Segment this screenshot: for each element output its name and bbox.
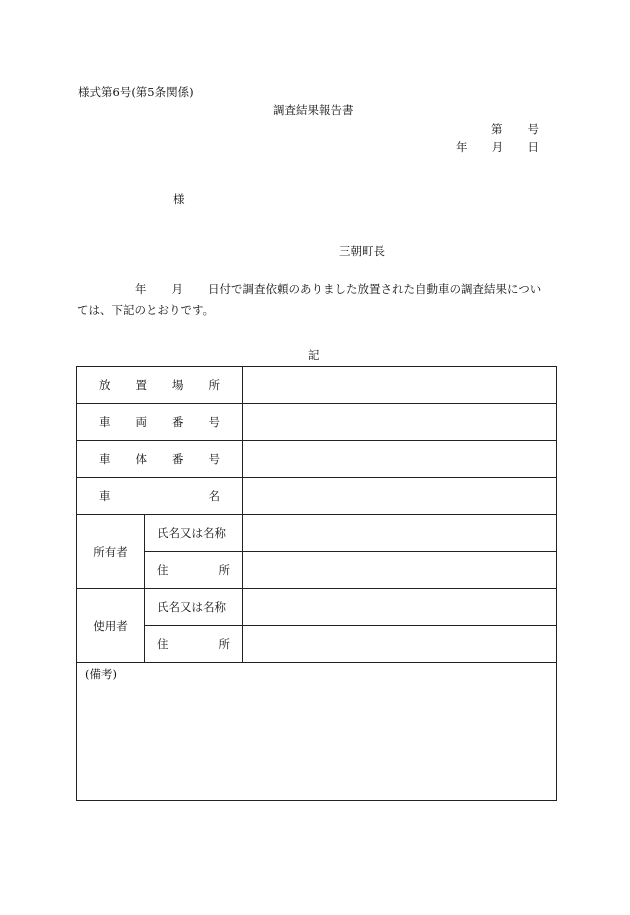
- user-address-label: 住 所: [145, 626, 243, 663]
- form-number: 様式第6号(第5条関係): [78, 85, 194, 99]
- chassis-number-value-field[interactable]: [243, 441, 557, 478]
- user-name-label: 氏名又は名称: [145, 589, 243, 626]
- owner-address-label: 住 所: [145, 552, 243, 589]
- addressee-suffix: 様: [173, 192, 185, 206]
- vehicle-number-value-field[interactable]: [243, 404, 557, 441]
- owner-name-value-field[interactable]: [243, 515, 557, 552]
- row-label-location: 放 置 場 所: [77, 367, 243, 404]
- vehicle-name-value-field[interactable]: [243, 478, 557, 515]
- doc-no-prefix: 第: [491, 122, 503, 136]
- user-address-value-field[interactable]: [243, 626, 557, 663]
- date-year: 年: [456, 140, 468, 154]
- table-row: [77, 441, 557, 478]
- table-row: [77, 552, 557, 589]
- document-date: [456, 142, 539, 154]
- table-row: [77, 626, 557, 663]
- user-group-label: 使用者: [77, 589, 145, 663]
- date-month: 月: [491, 140, 504, 154]
- issuer: 三朝町長: [339, 244, 385, 258]
- body-month: 月: [171, 282, 183, 296]
- user-name-value-field[interactable]: [243, 589, 557, 626]
- table-row: [77, 367, 557, 404]
- document-number: [491, 124, 539, 136]
- body-text: 日付で調査依頼のありました放置された自動車の調査結果につい: [208, 282, 542, 296]
- body-line-2: ては、下記のとおりです。: [77, 303, 215, 317]
- table-row: [77, 589, 557, 626]
- table-row: [77, 663, 557, 801]
- doc-no-suffix: 号: [527, 122, 539, 136]
- row-label-vehicle-name: 車 名: [77, 478, 243, 515]
- report-table: [76, 366, 557, 801]
- table-row: [77, 404, 557, 441]
- row-label-chassis-number: 車 体 番 号: [77, 441, 243, 478]
- date-day: 日: [527, 140, 539, 154]
- location-value-field[interactable]: [243, 367, 557, 404]
- row-label-vehicle-number: 車 両 番 号: [77, 404, 243, 441]
- remarks-field[interactable]: [77, 663, 557, 801]
- remarks-label: (備考): [85, 667, 117, 681]
- owner-group-label: 所有者: [77, 515, 145, 589]
- owner-address-value-field[interactable]: [243, 552, 557, 589]
- ki-heading: 記: [308, 348, 320, 362]
- body-line-1: [135, 284, 541, 296]
- table-row: [77, 515, 557, 552]
- document-title: 調査結果報告書: [273, 103, 354, 117]
- body-year: 年: [135, 282, 147, 296]
- owner-name-label: 氏名又は名称: [145, 515, 243, 552]
- table-row: [77, 478, 557, 515]
